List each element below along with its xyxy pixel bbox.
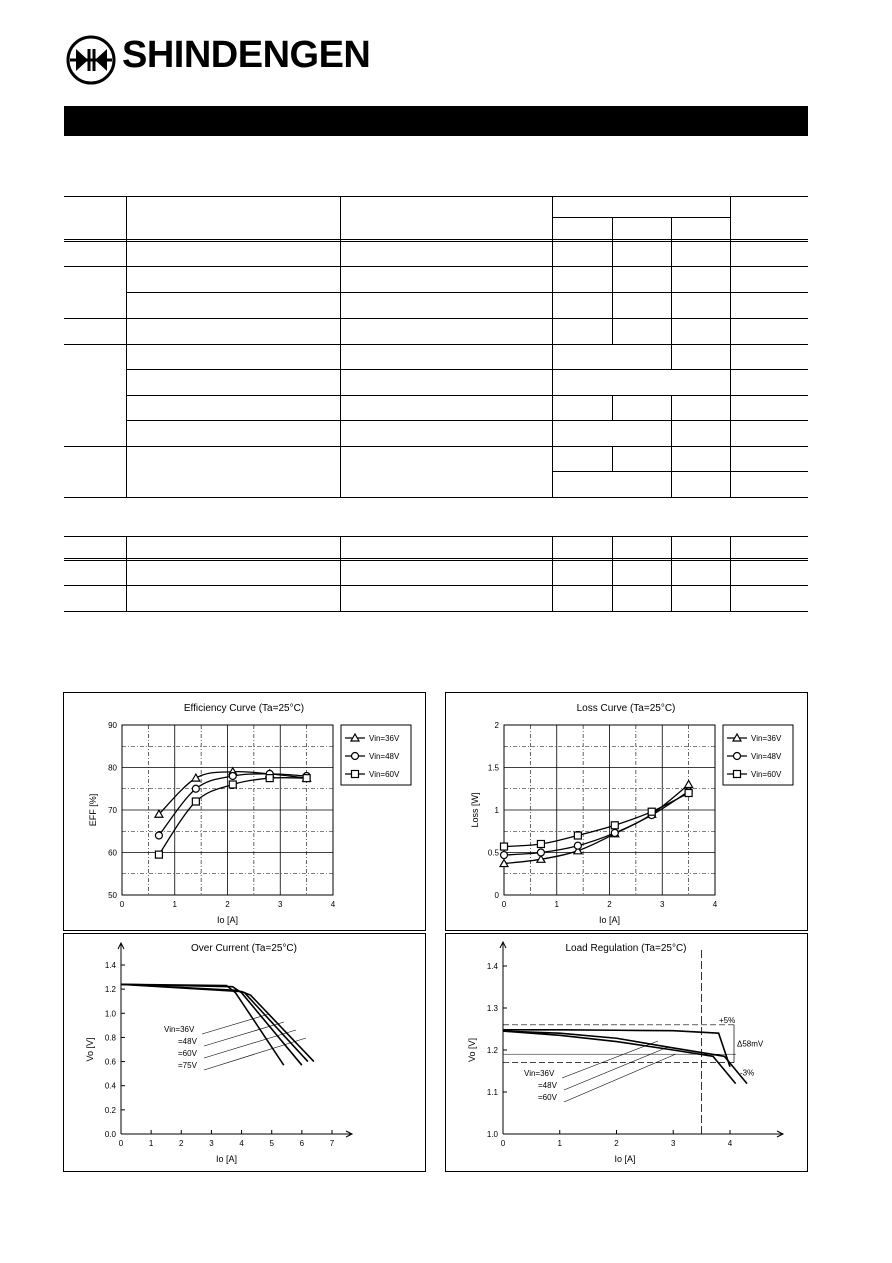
spec-table-2 [64, 536, 810, 616]
x-tick-label: 2 [225, 900, 230, 909]
load-regulation-chart [445, 933, 808, 1172]
data-point [648, 808, 655, 815]
y-axis-label: Vo [V] [467, 1037, 477, 1063]
x-tick-label: 1 [172, 900, 177, 909]
x-tick-label: 2 [607, 900, 612, 909]
x-tick-label: 3 [278, 900, 283, 909]
x-tick-label: 2 [179, 1139, 184, 1148]
chart-title: Loss Curve (Ta=25°C) [576, 703, 676, 714]
y-tick-label: 0.8 [104, 1033, 116, 1043]
y-tick-label: 1.5 [487, 763, 499, 773]
y-tick-label: 0.5 [487, 848, 499, 858]
legend-marker [734, 771, 741, 778]
data-point [537, 841, 544, 848]
x-tick-label: 0 [119, 900, 125, 909]
data-point [266, 775, 273, 782]
x-axis-label: Io [A] [598, 915, 621, 925]
leader-line [562, 1041, 658, 1078]
x-axis-label: Io [A] [215, 1154, 238, 1164]
series-label: =75V [178, 1061, 197, 1070]
series-line-3 [503, 1030, 730, 1067]
leader-line [204, 1030, 296, 1058]
y-tick-label: 50 [108, 891, 117, 900]
grid [122, 725, 333, 895]
x-tick-label: 7 [329, 1139, 335, 1148]
series-label: Vin=36V [524, 1069, 555, 1078]
y-tick-label: 0.6 [104, 1057, 116, 1067]
data-point [574, 832, 581, 839]
y-axis-label: Vo [V] [85, 1037, 95, 1062]
leader-line [204, 1038, 306, 1070]
x-tick-label: 0 [501, 900, 507, 909]
series-line-1 [121, 984, 284, 1065]
y-tick-label: 2 [494, 721, 499, 730]
data-point [537, 849, 544, 856]
x-tick-label: 3 [660, 900, 665, 909]
x-tick-label: 3 [209, 1139, 214, 1148]
y-tick-label: 1.4 [104, 961, 116, 970]
chart-title: Efficiency Curve (Ta=25°C) [183, 703, 305, 714]
shindengen-logo [64, 35, 120, 85]
data-point [229, 781, 236, 788]
annotation-minus3: -3% [740, 1068, 755, 1078]
data-point [611, 822, 618, 829]
x-tick-label: 1 [148, 1139, 154, 1148]
y-tick-label: 1.1 [486, 1088, 498, 1097]
y-tick-label: 0.2 [104, 1105, 116, 1115]
data-point [229, 773, 236, 780]
data-point [155, 851, 162, 858]
x-tick-label: 4 [727, 1139, 733, 1148]
x-tick-label: 1 [554, 900, 559, 909]
x-tick-label: 2 [614, 1139, 619, 1148]
legend-marker [352, 753, 359, 760]
legend-label: Vin=36V [751, 734, 782, 743]
y-tick-label: 0.0 [104, 1130, 116, 1139]
legend-marker [734, 753, 741, 760]
x-tick-label: 4 [712, 900, 718, 909]
y-tick-label: 90 [108, 721, 117, 730]
x-axis-label: Io [A] [216, 915, 239, 925]
loss-chart [445, 692, 808, 931]
x-tick-label: 4 [330, 900, 336, 909]
y-tick-label: 60 [108, 848, 117, 858]
series-line-4 [121, 984, 314, 1061]
x-tick-label: 5 [269, 1139, 274, 1148]
annotation-delta: Δ58mV [737, 1039, 764, 1049]
leader-line [202, 1014, 269, 1034]
y-tick-label: 1 [494, 806, 499, 815]
series-label: =48V [538, 1081, 557, 1090]
x-axis-label: Io [A] [614, 1154, 636, 1164]
data-point [192, 774, 200, 781]
brand-name: SHINDENGEN [122, 34, 371, 76]
x-tick-label: 3 [671, 1139, 676, 1148]
y-tick-label: 1.0 [104, 1009, 116, 1019]
chart-title: Load Regulation (Ta=25°C) [565, 943, 687, 954]
x-tick-label: 0 [500, 1139, 506, 1148]
overcurrent-chart [63, 933, 426, 1172]
y-axis-label: Loss [W] [470, 792, 480, 828]
y-tick-label: 0 [494, 891, 499, 900]
data-point [501, 843, 508, 850]
legend-label: Vin=36V [369, 734, 400, 743]
series-label: =60V [538, 1093, 557, 1102]
legend-label: Vin=60V [369, 770, 400, 779]
x-tick-label: 4 [239, 1139, 244, 1148]
y-tick-label: 1.3 [486, 1004, 498, 1013]
y-tick-label: 1.2 [486, 1046, 498, 1055]
series-line-1 [504, 785, 689, 864]
data-point [192, 798, 199, 805]
data-point [685, 790, 692, 797]
data-point [192, 785, 199, 792]
efficiency-chart [63, 692, 426, 931]
data-point [303, 775, 310, 782]
leader-line [204, 1022, 284, 1046]
y-tick-label: 80 [108, 763, 117, 773]
series-label: Vin=36V [164, 1025, 195, 1034]
leader-line [564, 1054, 676, 1102]
annotation-plus5: +5% [719, 1015, 736, 1025]
data-point [155, 832, 162, 839]
series-line-3 [504, 793, 689, 847]
x-tick-label: 1 [557, 1139, 562, 1148]
legend-marker [352, 771, 359, 778]
spec-table [64, 196, 810, 500]
legend-label: Vin=60V [751, 770, 782, 779]
x-tick-label: 0 [118, 1139, 124, 1148]
data-point [685, 781, 693, 788]
x-tick-label: 6 [299, 1139, 305, 1148]
legend-label: Vin=48V [751, 752, 782, 761]
series-label: =60V [178, 1049, 197, 1058]
y-tick-label: 1.0 [486, 1130, 498, 1139]
y-axis-label: EFF [%] [88, 793, 98, 827]
y-tick-label: 0.4 [104, 1081, 116, 1091]
y-tick-label: 1.4 [486, 962, 498, 971]
legend-label: Vin=48V [369, 752, 400, 761]
grid [504, 725, 715, 895]
title-bar [64, 106, 808, 136]
leader-line [564, 1047, 668, 1090]
series-line-3 [159, 778, 307, 855]
data-point [611, 829, 618, 836]
chart-title: Over Current (Ta=25°C) [191, 943, 297, 954]
series-label: =48V [178, 1037, 197, 1046]
y-tick-label: 1.2 [104, 985, 116, 995]
data-point [501, 852, 508, 859]
data-point [574, 842, 581, 849]
y-tick-label: 70 [108, 806, 117, 815]
